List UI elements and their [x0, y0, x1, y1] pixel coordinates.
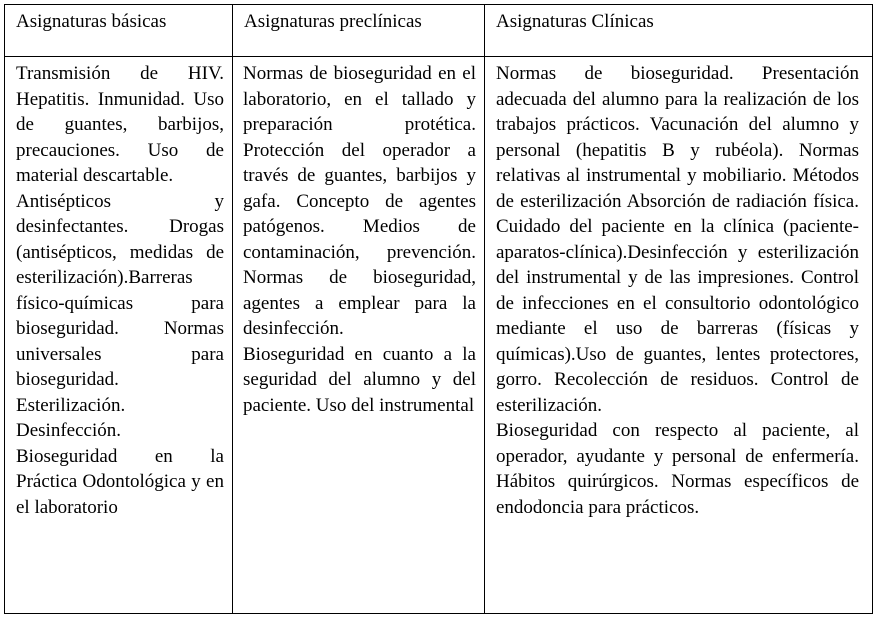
header-preclinicas: Asignaturas preclínicas: [244, 11, 422, 32]
header-basicas: Asignaturas básicas: [16, 11, 167, 32]
clinicas-paragraph-2: Bioseguridad con respecto al paciente, al operador, ayudante y personal de enfermería. Hábitos quirúrgicos. Normas específicos de endodoncia para prácticos.: [496, 420, 859, 518]
header-row: [5, 5, 873, 57]
basicas-paragraph-4: Desinfección.: [16, 420, 121, 441]
clinicas-paragraph-1: Normas de bioseguridad. Presentación adecuada del alumno para la realización de los trabajos prácticos. Vacunación del alumno y personal (hepatitis B y rubéola). Normas relativas al instrumental y mobiliario. Métodos de esterilización Absorción de radiación física. Cuidado del paciente en la clínica (paciente-aparatos-clínica).Desinfección y esterilización del instrumental y de las impresiones. Control de infecciones en el consultorio odontológico mediante el uso de barreras (físicas y químicas).Uso de guantes, lentes protectores, gorro. Recolección de residuos. Control de esterilización.: [496, 63, 859, 416]
subjects-table: [4, 4, 873, 614]
basicas-paragraph-1: Transmisión de HIV. Hepatitis. Inmunidad. Uso de guantes, barbijos, precauciones. Uso de material descartable.: [16, 63, 224, 186]
cell-clinicas-text: [485, 57, 872, 520]
cell-preclinicas: [233, 57, 485, 614]
basicas-paragraph-3: Esterilización.: [16, 394, 126, 416]
content-row: [5, 57, 873, 614]
preclinicas-paragraph-2: Bioseguridad en cuanto a la seguridad del alumno y del paciente. Uso del instrumental: [243, 343, 476, 416]
header-cell-preclinicas: [233, 5, 485, 57]
cell-clinicas: [485, 57, 873, 614]
header-cell-basicas: [5, 5, 233, 57]
cell-preclinicas-text: [233, 57, 484, 418]
header-cell-clinicas: [485, 5, 873, 57]
cell-basicas: [5, 57, 233, 614]
preclinicas-paragraph-1: Normas de bioseguridad en el laboratorio, en el tallado y preparación protética. Protección del operador a través de guantes, barbijos y gafa. Concepto de agentes patógenos. Medios de contaminación, prevención. Normas de bioseguridad, agentes a emplear para la desinfección.: [243, 63, 476, 339]
basicas-paragraph-5: Bioseguridad en la Práctica Odontológica y en el laboratorio: [16, 445, 224, 518]
cell-basicas-text: [5, 57, 232, 520]
header-clinicas: Asignaturas Clínicas: [496, 11, 654, 32]
basicas-paragraph-2: Antisépticos y desinfectantes. Drogas (antisépticos, medidas de esterilización).Barreras físico-químicas para bioseguridad. Normas universales para bioseguridad.: [16, 190, 224, 390]
